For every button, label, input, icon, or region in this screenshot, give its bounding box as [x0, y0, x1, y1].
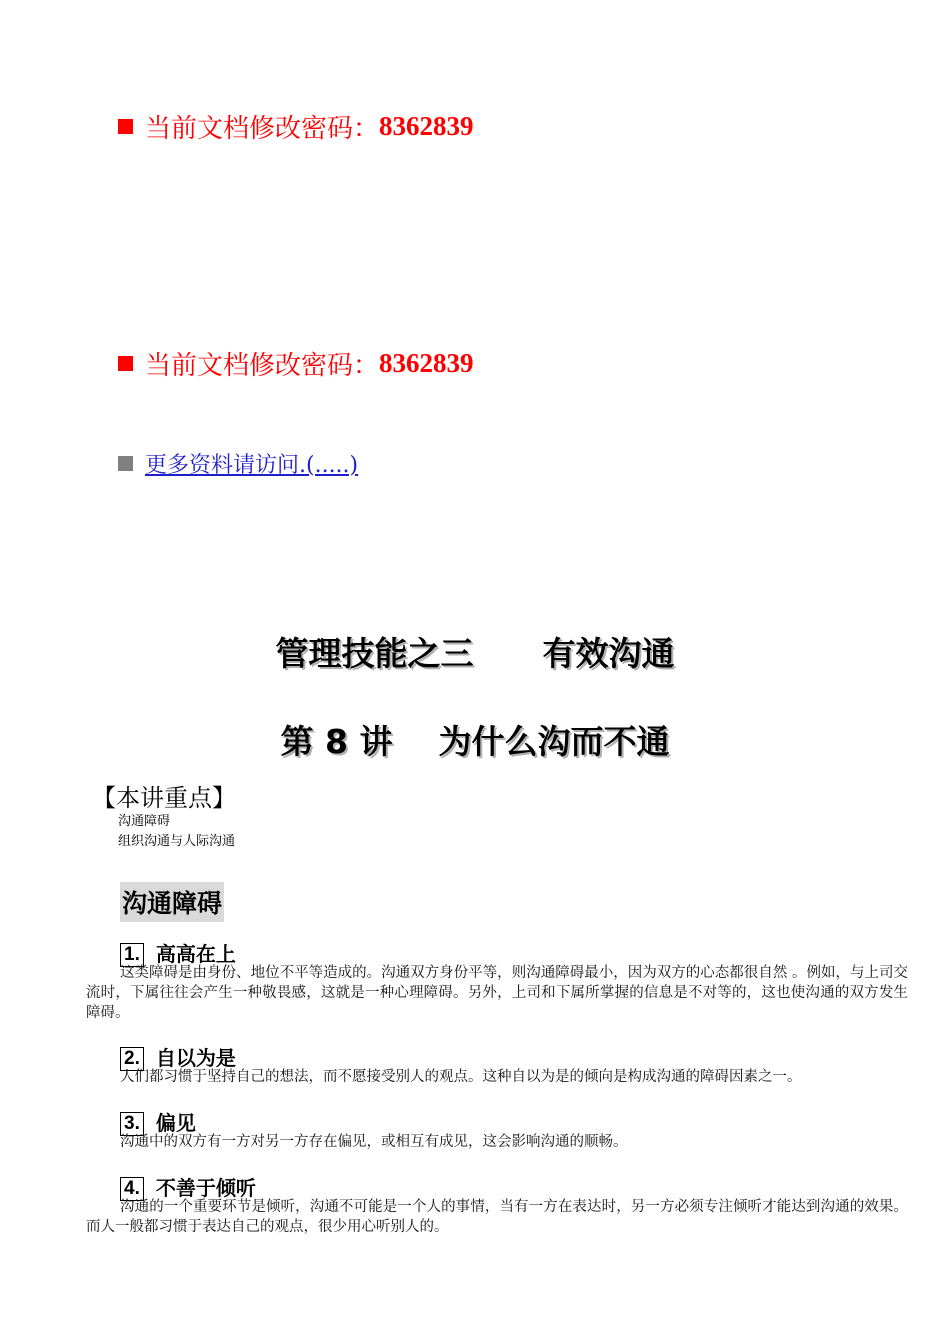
item-number: 2. — [120, 1047, 144, 1071]
item-body-2: 人们都习惯于坚持自己的想法，而不愿接受别人的观点。这种自以为是的倾向是构成沟通的障碍因素之一。 — [120, 1069, 802, 1085]
item-title: 自以为是 — [155, 1046, 236, 1070]
keypoints-heading: 【本讲重点】 — [92, 784, 236, 812]
more-resources-row — [118, 448, 358, 479]
keypoint-item: 沟通障碍 — [118, 814, 171, 829]
item-body-1: 这类障碍是由身份、地位不平等造成的。沟通双方身份平等，则沟通障碍最小，因为双方的心态都很自然 。例如，与上司交流时，下属往往会产生一种敬畏感，这就是一种心理障碍。另外，上司和下属所掌握的信息是不对等的，这也使沟通的双方发生障碍。 — [86, 965, 908, 1021]
notice-password: 8362839 — [379, 111, 474, 141]
section-heading: 沟通障碍 — [120, 882, 224, 922]
item-title: 高高在上 — [155, 942, 236, 966]
keypoint-item: 组织沟通与人际沟通 — [118, 834, 236, 849]
notice-label: 当前文档修改密码： — [145, 114, 380, 144]
notice-password: 8362839 — [379, 348, 474, 378]
item-body-3: 沟通中的双方有一方对另一方存在偏见，或相互有成见，这会影响沟通的顺畅。 — [120, 1134, 628, 1150]
notice-label: 当前文档修改密码： — [145, 351, 380, 381]
item-title: 偏见 — [155, 1111, 196, 1135]
square-bullet-icon — [118, 356, 133, 371]
more-resources-link[interactable]: 更多资料请访问.(.....) — [145, 453, 359, 478]
item-number: 4. — [120, 1177, 144, 1201]
page-title: 管理技能之三 有效沟通 — [275, 634, 675, 673]
password-notice-1 — [118, 108, 474, 145]
lecture-title: 第 8 讲 为什么沟而不通 — [280, 722, 670, 761]
password-notice-2 — [118, 345, 474, 382]
item-title: 不善于倾听 — [155, 1176, 256, 1200]
item-number: 1. — [120, 943, 144, 967]
square-bullet-icon — [118, 119, 133, 134]
item-body-4: 沟通的一个重要环节是倾听，沟通不可能是一个人的事情，当有一方在表达时，另一方必须专注倾听才能达到沟通的效果。而人一般都习惯于表达自己的观点，很少用心听别人的。 — [86, 1199, 908, 1235]
item-number: 3. — [120, 1112, 144, 1136]
square-bullet-icon — [118, 456, 133, 471]
